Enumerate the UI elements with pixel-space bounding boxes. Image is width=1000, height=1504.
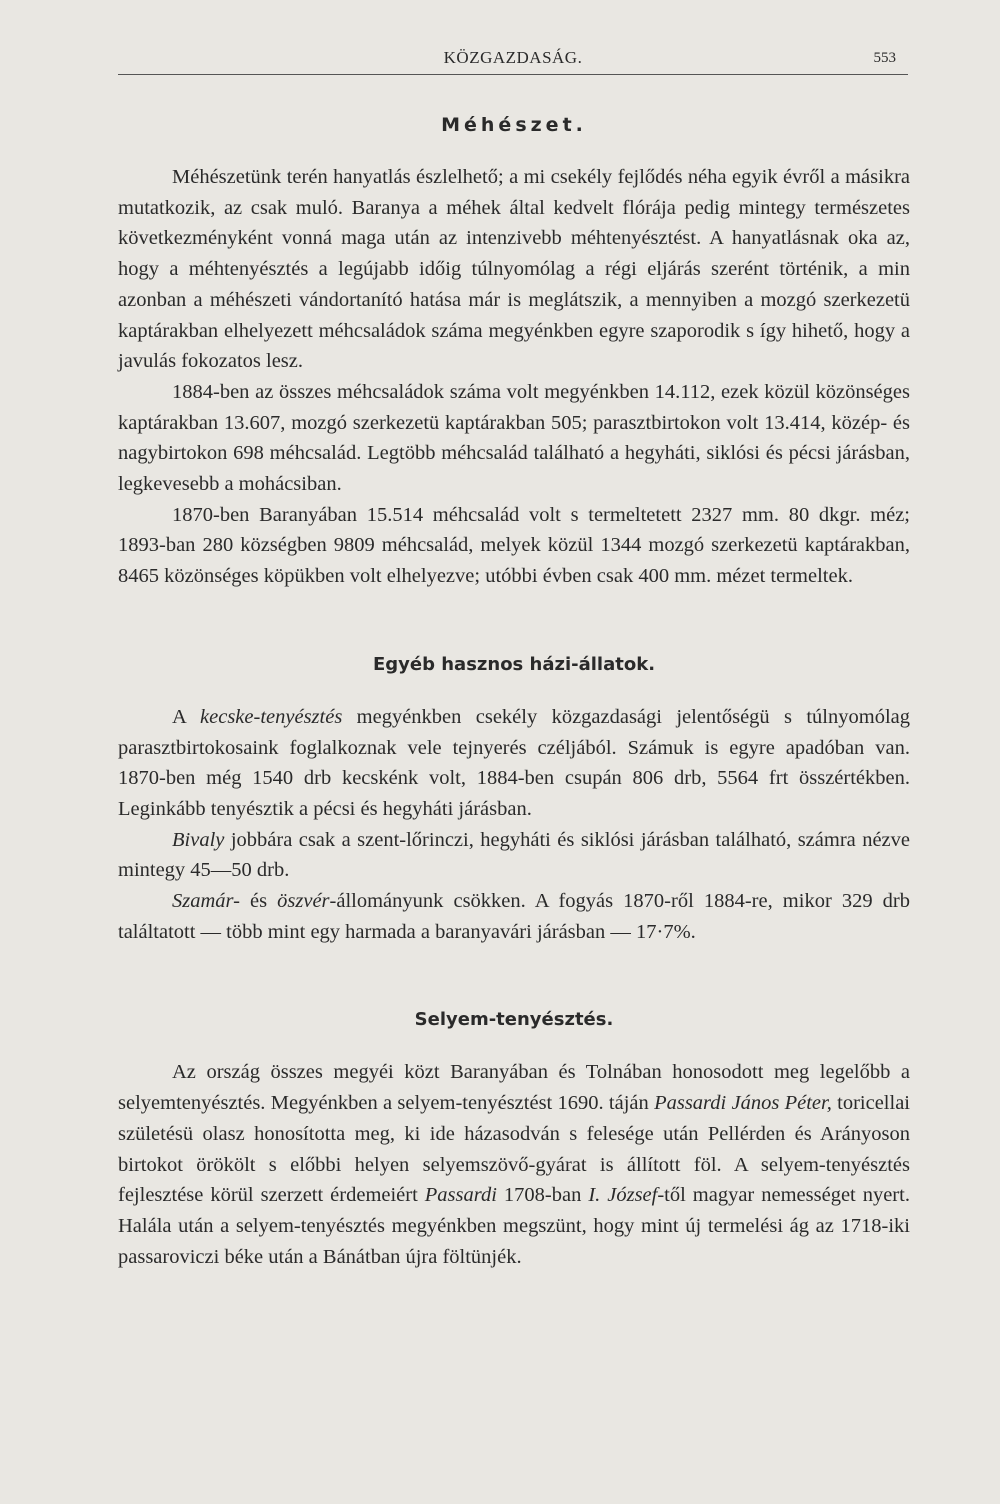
body-text (118, 110, 910, 1272)
page-header (118, 44, 908, 75)
section-gap (118, 947, 910, 1005)
paragraph: Méhészetünk terén hanyatlás észlelhető; a mi csekély fejlődés néha egyik évről a másikra mutatkozik, az csak muló. Baranya a méhek által kedvelt flórája pedig mintegy természetes következményként vonná maga után az intenzivebb méhtenyésztést. A hanyatlásnak oka az, hogy a méhtenyésztés a legújabb időig túlnyomólag a régi eljárás szerént történik, a min azonban a méhészeti vándortanító hatása már is meglátszik, a mennyiben a mozgó szerkezetü kaptárakban elhelyezett méhcsaládok száma megyénkben egyre szaporodik s így hihető, hogy a javulás fokozatos lesz. (118, 166, 910, 373)
section-gap (118, 592, 910, 650)
section-heading-haziallatok: Egyéb hasznos házi-állatok. (372, 653, 656, 675)
paragraph: Bivaly jobbára csak a szent-lőrinczi, hegyháti és siklósi járásban található, számra nézve mintegy 45—50 drb. (118, 828, 910, 882)
paragraph: A kecske-tenyésztés megyénkben csekély közgazdasági jelentőségü s túlnyomólag parasztbirtokosaink foglalkoznak vele tejnyerés czéljából. Számuk is egyre apadóban van. 1870-ben még 1540 drb kecskénk volt, 1884-ben csupán 806 drb, 5564 frt összértékben. Leginkább tenyésztik a pécsi és hegyháti járásban. (118, 705, 910, 820)
running-head: KÖZGAZDASÁG. (443, 48, 583, 67)
paragraph: Az ország összes megyéi közt Baranyában és Tolnában honosodott meg legelőbb a selyemtenyésztés. Megyénkben a selyem-tenyésztést 1690. táján Passardi János Péter, toricellai születésü olasz honosította meg, ki ide házasodván s felesége után Pellérden és Arányoson birtokot örökölt s előbbi helyen selyemszövő-gyárat is állított föl. A selyem-tenyésztés fejlesztése körül szerzett érdemeiért Passardi 1708-ban I. József-től magyar nemességet nyert. Halála után a selyem-tenyésztés megyénkben megszünt, hogy mint új termelési ág az 1718-iki passaroviczi béke után a Bánátban újra föltünjék. (118, 1061, 910, 1268)
paragraph: 1884-ben az összes méhcsaládok száma volt megyénkben 14.112, ezek közül közönséges kaptárakban 13.607, mozgó szerkezetü kaptárakban 505; parasztbirtokon volt 13.414, közép- és nagybirtokon 698 méhcsalád. Legtöbb méhcsalád található a hegyháti, siklósi és pécsi járásban, legkevesebb a mohácsiban. (118, 380, 910, 496)
section-heading-selyem: Selyem-tenyésztés. (414, 1009, 614, 1031)
paragraph: Szamár- és öszvér-állományunk csökken. A fogyás 1870-ről 1884-re, mikor 329 drb találtatott — több mint egy harmada a baranyavári járásban — 17·7%. (118, 890, 910, 943)
paragraph: 1870-ben Baranyában 15.514 méhcsalád volt s termeltetett 2327 mm. 80 dkgr. méz; 1893-ban 280 községben 9809 méhcsalád, melyek közül 1344 mozgó szerkezetü kaptárakban, 8465 közönséges köpükben volt elhelyezve; utóbbi évben csak 400 mm. mézet termeltek. (118, 503, 910, 588)
section-heading-mehészet: Méhészet. (441, 114, 587, 136)
page-number: 553 (873, 50, 896, 66)
